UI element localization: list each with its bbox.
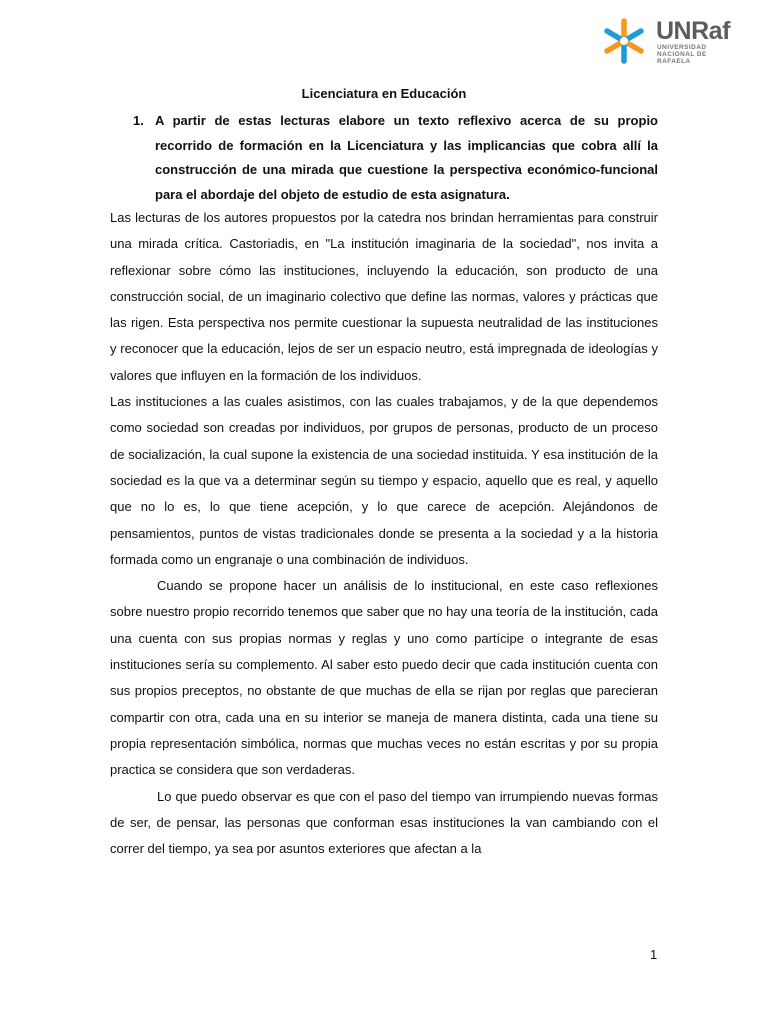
body-paragraph: Las lecturas de los autores propuestos por la catedra nos brindan herramientas para construir una mirada crítica. Castoriadis, en "La institución imaginaria de la sociedad", nos invita a reflexionar sobre cómo las instituciones, incluyendo la educación, son producto de una construcción social, de un imaginario colectivo que define las normas, valores y prácticas que las rigen. Esta perspectiva nos permite cuestionar la supuesta neutralidad de las instituciones y reconocer que la educación, lejos de ser un espacio neutro, está impregnada de ideologías y valores que influyen en la formación de los individuos. xyxy=(110,210,658,383)
logo-subtitle-line: NACIONAL DE xyxy=(657,51,707,58)
question-number: 1. xyxy=(133,113,144,128)
document-title: Licenciatura en Educación xyxy=(301,86,467,101)
logo-subtitle xyxy=(657,44,707,65)
unraf-star-icon xyxy=(598,15,650,67)
question-text: A partir de estas lecturas elabore un texto reflexivo acerca de su propio recorrido de formación en la Licenciatura y las implicancias que cobra allí la construcción de una mirada que cuestione la perspectiva económico-funcional para el abordaje del objeto de estudio de esta asignatura. xyxy=(155,113,658,202)
page-number: 1 xyxy=(650,947,658,962)
body-paragraph: Cuando se propone hacer un análisis de lo institucional, en este caso reflexiones sobre nuestro propio recorrido tenemos que saber que no hay una teoría de la institución, cada una cuenta con sus propias normas y reglas y uno como partícipe o integrante de esas instituciones sería su complemento. Al saber esto puedo decir que cada institución cuenta con sus propios preceptos, no obstante de que muchas de ella se rijan por reglas que parecieran compartir con otra, cada una en su interior se maneja de manera distinta, cada una tiene su propia representación simbólica, normas que muchas veces no están escritas y por su propia practica se considera que son verdaderas. xyxy=(110,578,658,778)
logo-subtitle-line: RAFAELA xyxy=(657,58,691,65)
document-body xyxy=(110,205,658,862)
body-paragraph: Las instituciones a las cuales asistimos, con las cuales trabajamos, y de la que dependemos como sociedad son creadas por individuos, por grupos de personas, producto de un proceso de socialización, la cual supone la existencia de una sociedad instituida. Y esa institución de la sociedad es la que va a determinar según su tiempo y espacio, aquello que es real, y aquello que no lo es, lo que tiene acepción, y lo que carece de acepción. Alejándonos de pensamientos, puntos de vistas tradicionales donde se presenta a la sociedad y a la historia formada como un engranaje o una combinación de individuos. xyxy=(110,394,658,567)
university-logo xyxy=(598,15,748,67)
question-item xyxy=(133,109,658,207)
body-paragraph: Lo que puedo observar es que con el paso del tiempo van irrumpiendo nuevas formas de ser, de pensar, las personas que conforman esas instituciones la van cambiando con el correr del tiempo, ya sea por asuntos exteriores que afectan a la xyxy=(110,788,658,857)
logo-wordmark: UNRaf xyxy=(656,17,730,45)
logo-subtitle-line: UNIVERSIDAD xyxy=(657,44,707,51)
